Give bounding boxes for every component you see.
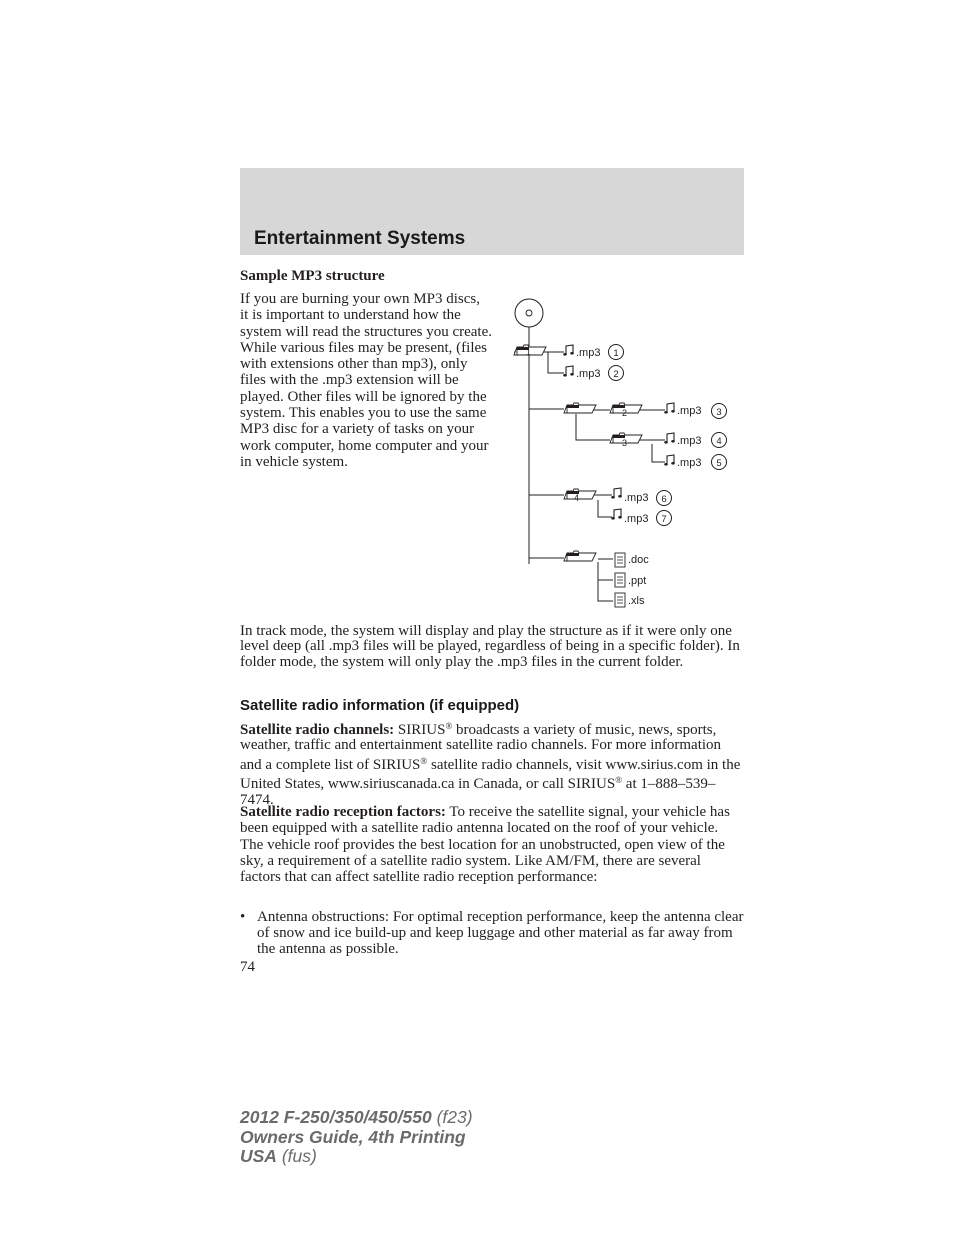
track-number-7 xyxy=(657,511,672,526)
music-note-icon xyxy=(664,403,675,414)
doc-file-label: .doc xyxy=(628,554,649,566)
footer-market-code: (fus) xyxy=(276,1146,317,1166)
music-note-icon xyxy=(563,366,574,377)
track-number-4 xyxy=(712,433,727,448)
mp3-label: .mp3 xyxy=(677,457,702,469)
satellite-reception-label: Satellite radio reception factors: xyxy=(240,804,446,820)
mp3-label: .mp3 xyxy=(677,405,702,417)
folder-number: 3 xyxy=(622,438,628,448)
folder-icon xyxy=(564,403,596,413)
ppt-file-label: .ppt xyxy=(628,575,647,587)
svg-text:6: 6 xyxy=(661,494,667,505)
mp3-label: .mp3 xyxy=(576,368,601,380)
mp3-label: .mp3 xyxy=(677,435,702,447)
registered-mark: ® xyxy=(615,775,623,786)
mp3-label: .mp3 xyxy=(624,513,649,525)
page-number: 74 xyxy=(240,959,255,975)
track-number-1 xyxy=(609,345,624,360)
track-number-6 xyxy=(657,491,672,506)
svg-text:1: 1 xyxy=(613,348,619,359)
satellite-reception-paragraph xyxy=(240,804,744,885)
channels-text-1: SIRIUS xyxy=(394,722,446,738)
svg-text:7: 7 xyxy=(661,514,667,525)
track-number-3 xyxy=(712,404,727,419)
disc-icon xyxy=(515,299,543,327)
svg-text:4: 4 xyxy=(716,436,722,447)
folder-number: 1 xyxy=(526,347,532,357)
music-note-icon xyxy=(611,509,622,520)
channels-text-2: broadcasts a variety of music, news, sports, weather, traffic and entertainment satellite radio channels. For more information and a complete list of SIRIUS xyxy=(240,722,722,773)
music-note-icon xyxy=(611,488,622,499)
channels-text-3: satellite radio channels, visit www.sirius.com in the United States, www.siriuscanada.ca in Canada, or call SIRIUS xyxy=(240,756,741,793)
footer-market: USA xyxy=(240,1146,277,1166)
folder-icon xyxy=(564,489,596,499)
bullet-icon: • xyxy=(240,909,246,925)
satellite-channels-paragraph xyxy=(240,719,744,808)
track-mode-paragraph: In track mode, the system will display and play the structure as if it were only one level deep (all .mp3 files will be played, regardless of being in a specific folder). In folder mode, the system will only play the .mp3 files in the current folder. xyxy=(240,623,740,670)
satellite-radio-heading: Satellite radio information (if equipped) xyxy=(240,697,520,714)
track-number-2 xyxy=(609,366,624,381)
xls-file-label: .xls xyxy=(628,595,645,607)
svg-text:5: 5 xyxy=(716,458,722,469)
section-title: Entertainment Systems xyxy=(254,228,466,249)
track-number-5 xyxy=(712,455,727,470)
channels-text-4: at 1–888–539–7474. xyxy=(240,776,716,808)
music-note-icon xyxy=(664,433,675,444)
document-icon xyxy=(615,593,625,607)
folder-number: 2 xyxy=(622,408,628,418)
footer-model: 2012 F-250/350/450/550 xyxy=(240,1107,432,1127)
mp3-intro-paragraph: If you are burning your own MP3 discs, it is important to understand how the system will read the structures you create. While various files may be present, (files with extensions other than mp3), only files with the .mp3 extension will be played. Other files will be ignored by the system. This enables you to use the same MP3 disc for a variety of tasks on your work computer, home computer and your in vehicle system. xyxy=(240,291,492,470)
document-footer xyxy=(240,1108,473,1167)
music-note-icon xyxy=(664,455,675,466)
satellite-channels-label: Satellite radio channels: xyxy=(240,722,395,738)
antenna-obstructions-text: Antenna obstructions: For optimal reception performance, keep the antenna clear of snow and ice build-up and keep luggage and other material as far away from the antenna as possible. xyxy=(257,909,744,957)
document-icon xyxy=(615,573,625,587)
mp3-structure-diagram xyxy=(508,296,748,612)
registered-mark: ® xyxy=(420,755,428,766)
footer-guide: Owners Guide, 4th Printing xyxy=(240,1126,466,1147)
mp3-structure-heading: Sample MP3 structure xyxy=(240,268,385,284)
mp3-label: .mp3 xyxy=(624,492,649,504)
mp3-label: .mp3 xyxy=(576,347,601,359)
folder-number: 4 xyxy=(574,493,580,503)
svg-text:2: 2 xyxy=(613,369,619,380)
section-header-band xyxy=(240,168,744,255)
folder-icon xyxy=(564,551,596,561)
music-note-icon xyxy=(563,345,574,356)
reception-text: To receive the satellite signal, your vehicle has been equipped with a satellite radio antenna located on the roof of your vehicle. The vehicle roof provides the best location for an unobstructed, open view of the sky, a requirement of a satellite radio system. Like AM/FM, there are several factors that can affect satellite radio reception performance: xyxy=(240,804,730,886)
registered-mark: ® xyxy=(445,721,453,731)
svg-text:3: 3 xyxy=(716,407,722,418)
document-icon xyxy=(615,553,625,567)
footer-model-code: (f23) xyxy=(431,1107,473,1127)
